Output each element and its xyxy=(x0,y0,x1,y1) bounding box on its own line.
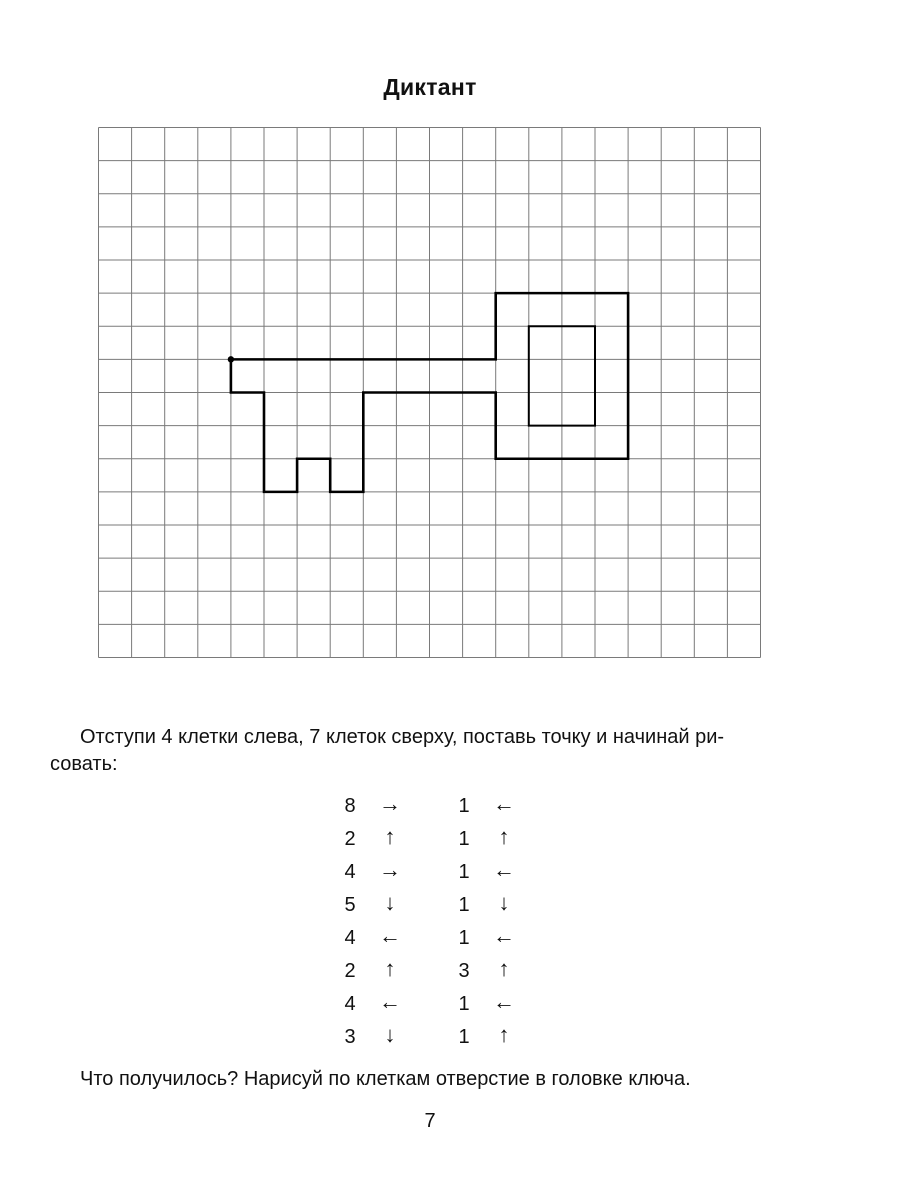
step-count: 1 xyxy=(458,1026,470,1048)
step-count: 8 xyxy=(344,795,356,817)
direction-arrow-icon: ← xyxy=(379,989,401,1014)
dictation-row xyxy=(340,922,540,955)
step-count: 5 xyxy=(344,894,356,916)
step-count: 3 xyxy=(344,1026,356,1048)
step-count: 2 xyxy=(344,960,356,982)
direction-arrow-icon: ← xyxy=(493,989,515,1014)
direction-arrow-icon: ↓ xyxy=(498,890,510,915)
step-count: 1 xyxy=(458,993,470,1015)
drawing-grid[interactable] xyxy=(98,127,761,658)
dictation-row xyxy=(340,988,540,1021)
page-number: 7 xyxy=(424,1110,436,1132)
direction-arrow-icon: ↑ xyxy=(384,824,396,849)
step-count: 2 xyxy=(344,828,356,850)
direction-arrow-icon: ← xyxy=(493,923,515,948)
direction-arrow-icon: ↑ xyxy=(498,824,510,849)
step-count: 3 xyxy=(458,960,470,982)
direction-arrow-icon: ↓ xyxy=(384,890,396,915)
step-count: 1 xyxy=(458,894,470,916)
grid-canvas xyxy=(98,127,761,658)
start-point xyxy=(228,356,234,362)
direction-arrow-icon: ← xyxy=(379,923,401,948)
step-count: 4 xyxy=(344,927,356,949)
question-text: Что получилось? Нарисуй по клеткам отверстие в головке ключа. xyxy=(80,1068,691,1090)
dictation-row xyxy=(340,823,540,856)
instruction-line-2: совать: xyxy=(50,753,118,775)
step-count: 4 xyxy=(344,993,356,1015)
direction-arrow-icon: ↓ xyxy=(384,1022,396,1047)
direction-arrow-icon: ↑ xyxy=(384,956,396,981)
direction-arrow-icon: → xyxy=(379,857,401,882)
instruction-line-1: Отступи 4 клетки слева, 7 клеток сверху, поставь точку и начинай ри- xyxy=(80,726,725,748)
dictation-row xyxy=(340,790,540,823)
direction-arrow-icon: ← xyxy=(493,857,515,882)
step-count: 4 xyxy=(344,861,356,883)
dictation-row xyxy=(340,955,540,988)
instruction-text xyxy=(50,724,790,778)
page-title: Диктант xyxy=(383,74,477,100)
dictation-row xyxy=(340,1021,540,1054)
dictation-row xyxy=(340,889,540,922)
direction-arrow-icon: ← xyxy=(493,791,515,816)
step-count: 1 xyxy=(458,927,470,949)
dictation-row xyxy=(340,856,540,889)
direction-arrow-icon: ↑ xyxy=(498,956,510,981)
direction-arrow-icon: ↑ xyxy=(498,1022,510,1047)
step-count: 1 xyxy=(458,795,470,817)
step-count: 1 xyxy=(458,861,470,883)
step-count: 1 xyxy=(458,828,470,850)
direction-arrow-icon: → xyxy=(379,791,401,816)
